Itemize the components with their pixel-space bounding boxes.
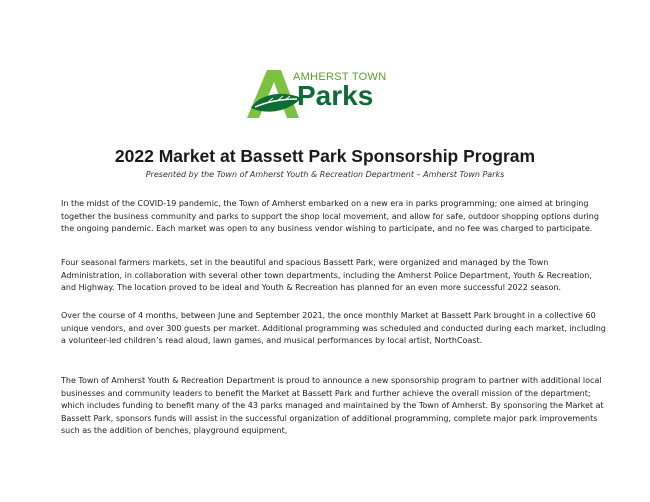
paragraph-sponsorship-announcement: The Town of Amherst Youth & Recreation Department is proud to announce a new sponsorship program to partner with additional local businesses and community leaders to benefit the Market at Bassett Park and further achieve the overall mission of the department; which includes funding to benefit many of the 43 parks managed and maintained by the Town of Amherst. By sponsoring the Market at Bassett Park, sponsors funds will assist in the successful organization of additional programming, complete major park improvements such as the addition of benches, playground equipment, <box>61 376 604 435</box>
page-title: 2022 Market at Bassett Park Sponsorship Program <box>114 146 536 166</box>
paragraph-covid-intro: In the midst of the COVID-19 pandemic, the Town of Amherst embarked on a new era in parks programming; one aimed at bringing together the business community and parks to support the shop local movement, and allow for safe, outdoor shopping options during the ongoing pandemic. Each market was open to any business vendor wishing to participate, and no fee was charged to participate. <box>61 199 599 233</box>
paragraph-2021-results: Over the course of 4 months, between June and September 2021, the once monthly Market at Bassett Park brought in a collective 60 unique vendors, and over 300 guests per market. Additional programming was scheduled and conducted during each market, including a volunteer-led children’s read aloud, lawn games, and musical performances by local artist, NorthCoast. <box>61 311 606 345</box>
paragraph-seasonal-markets: Four seasonal farmers markets, set in the beautiful and spacious Bassett Park, were organized and managed by the Town Administration, in collaboration with several other town departments, including the Amherst Police Department, Youth & Recreation, and Highway. The location proved to be ideal and Youth & Recreation has planned for an even more successful 2022 season. <box>61 258 592 292</box>
logo-line-1: AMHERST TOWN <box>293 71 387 83</box>
logo-line-2: Parks <box>297 80 374 111</box>
amherst-town-parks-logo <box>245 68 395 120</box>
page-subtitle: Presented by the Town of Amherst Youth & Recreation Department – Amherst Town Parks <box>145 170 505 179</box>
